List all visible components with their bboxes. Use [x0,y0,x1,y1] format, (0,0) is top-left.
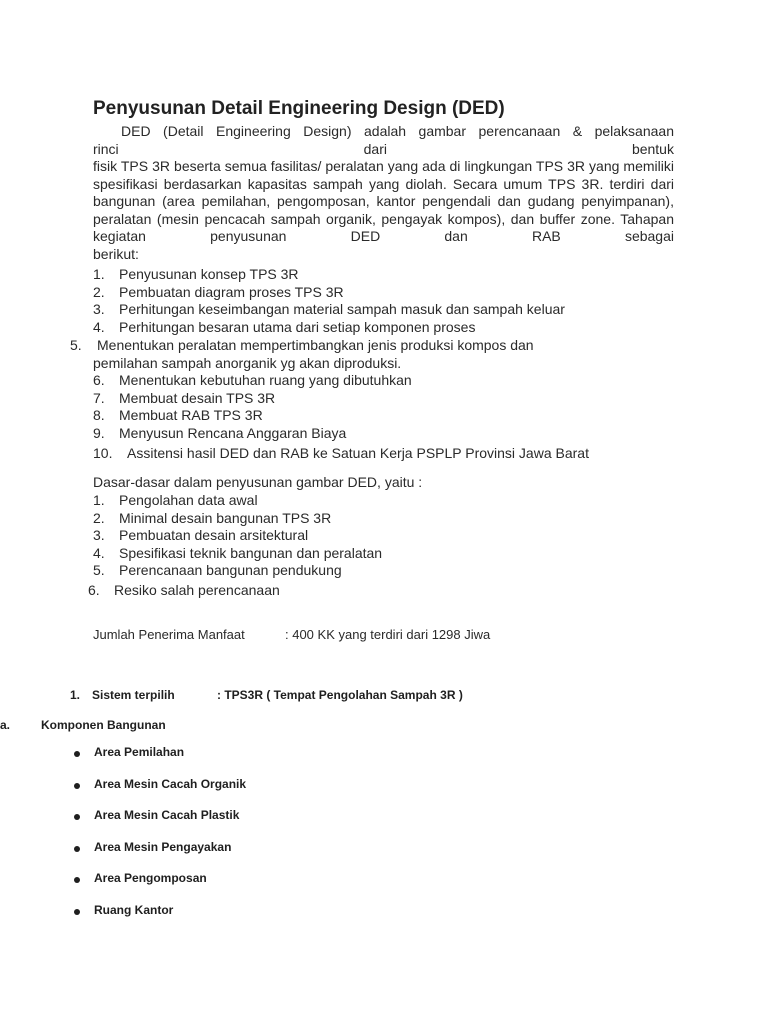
list-number: 6. [88,581,100,598]
beneficiaries-row [93,627,491,642]
list-item [88,582,382,600]
list-text: Assitensi hasil DED dan RAB ke Satuan Kerja PSPLP Provinsi Jawa Barat [127,445,589,461]
list-number: 3. [93,527,105,543]
list-number: 4. [93,544,105,561]
intro-line-2 [93,141,674,159]
list-item [93,372,589,390]
intro-word-rinci: rinci [93,140,119,157]
list-number: 7. [93,389,105,406]
beneficiaries-value: : 400 KK yang terdiri dari 1298 Jiwa [285,627,491,642]
steps-list-b [93,372,589,463]
building-components-heading [0,718,300,736]
list-item [93,390,589,408]
list-item-5 [70,337,534,372]
intro-body: fisik TPS 3R beserta semua fasilitas/ peralatan yang ada di lingkungan TPS 3R yang memiliki spesifikasi berdasarkan kapasitas sampah yang diolah. Secara umum TPS 3R. terdiri dari bangunan (area pemilahan, pengomposan, kantor pengendali dan gudang penyimpanan), peralatan (mesin pencacah sampah organik, pengayak kompos), dan buffer zone. Tahapan kegiatan penyusunan DED dan RAB sebagai [93,158,674,244]
list-text: Area Mesin Pengayakan [94,839,232,854]
bullet-icon [74,783,80,789]
list-item [93,407,589,425]
list-item [93,527,382,545]
section-letter: a. [0,718,11,732]
selected-system-value: : TPS3R ( Tempat Pengolahan Sampah 3R ) [217,688,463,702]
selected-system-label: Sistem terpilih [92,688,175,702]
list-text: Menentukan peralatan mempertimbangkan jenis produksi kompos dan [97,337,534,353]
list-text: Membuat RAB TPS 3R [119,407,263,423]
intro-paragraph [93,123,674,263]
list-item [93,319,565,337]
list-text: Pembuatan diagram proses TPS 3R [119,283,344,300]
list-text: Area Mesin Cacah Plastik [94,808,240,822]
list-item [93,492,382,510]
list-text: Menentukan kebutuhan ruang yang dibutuhkan [119,372,412,388]
section-number: 1. [70,688,81,702]
list-item [93,562,382,580]
list-number: 9. [93,424,105,441]
intro-word-dari: dari [363,140,387,157]
dasar-list [88,492,383,599]
list-text: Minimal desain bangunan TPS 3R [119,509,332,526]
list-number: 1. [93,492,105,508]
list-item [93,266,565,284]
list-item [93,510,382,528]
list-number: 8. [93,407,105,423]
list-text: Menyusun Rencana Anggaran Biaya [119,424,347,441]
building-components-label: Komponen Bangunan [41,718,166,732]
list-item [93,425,589,443]
dasar-heading: Dasar-dasar dalam penyusunan gambar DED, yaitu : [93,474,423,490]
bullet-icon [74,814,80,820]
intro-word-bentuk: bentuk [631,140,674,157]
beneficiaries-label: Jumlah Penerima Manfaat [93,627,245,642]
list-number: 2. [93,283,105,300]
steps-list-a [93,266,565,336]
list-text: Resiko salah perencanaan [114,581,280,598]
list-number: 5. [93,562,105,578]
list-text: Perhitungan besaran utama dari setiap komponen proses [119,318,476,335]
list-text: Perencanaan bangunan pendukung [119,562,342,578]
list-text: Pengolahan data awal [119,492,258,508]
list-item [93,445,589,463]
list-item [93,545,382,563]
list-text: Area Pemilahan [94,745,185,759]
list-item [93,301,565,319]
list-item [93,284,565,302]
list-number: 3. [93,301,105,317]
list-number: 5. [70,337,82,353]
list-text: Perhitungan keseimbangan material sampah masuk dan sampah keluar [119,301,565,317]
list-text: Ruang Kantor [94,902,174,917]
intro-last-line: berikut: [93,245,139,262]
list-text: Area Mesin Cacah Organik [94,776,247,791]
document-title: Penyusunan Detail Engineering Design (DED) [93,98,505,119]
list-text: Area Pengomposan [94,871,207,885]
intro-line-1: DED (Detail Engineering Design) adalah gambar perencanaan & pelaksanaan [121,123,674,139]
list-text: Spesifikasi teknik bangunan dan peralatan [119,544,383,561]
list-text: Membuat desain TPS 3R [119,389,276,406]
list-number: 4. [93,318,105,335]
list-number: 2. [93,509,105,526]
list-number: 10. [93,445,113,461]
bullet-icon [74,877,80,883]
bullet-icon [74,846,80,852]
bullet-icon [74,751,80,757]
list-text-continuation: pemilahan sampah anorganik yg akan diproduksi. [93,354,402,371]
bullet-icon [74,909,80,915]
list-text: Pembuatan desain arsitektural [119,527,309,543]
list-text: Penyusunan konsep TPS 3R [119,266,299,282]
list-number: 6. [93,372,105,388]
list-number: 1. [93,266,105,282]
